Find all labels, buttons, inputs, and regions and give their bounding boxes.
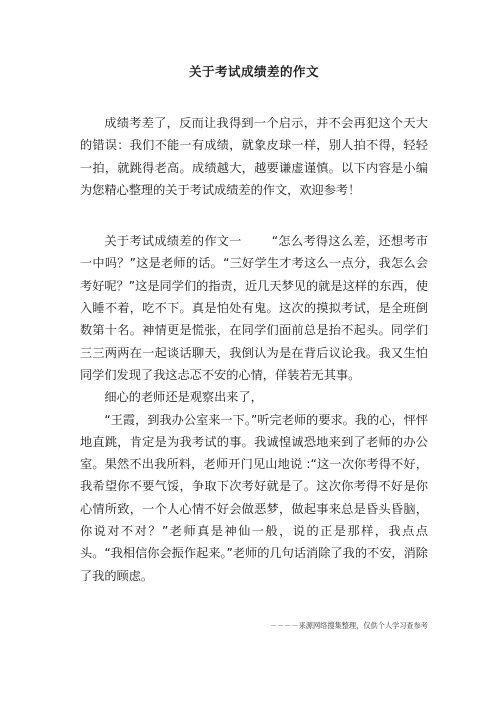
intro-paragraph: 成绩考差了，反而让我得到一个启示，并不会再犯这个天大的错误：我们不能一有成绩，就象皮球一样，别人拍不得，轻轻一拍，就跳得老高。成绩越大，越要谦虚谨慎。以下内容是小编为您精心整理的关于考试成绩差的作文，欢迎参考！ <box>80 116 428 197</box>
source-footer-note: －－－－来源网络搜集整理，仅供个人学习查参考 <box>269 621 428 630</box>
paragraph-text: “怎么考得这么差，还想考市一中吗？”这是老师的话。“三好学生才考这么一点分，我怎么会考好呢？”这是同学们的指责，近几天梦见的就是这样的东西，使入睡不着，吃不下。真是怕处有鬼。这次的摸拟考试，是全班倒数第十名。神情更是慌张，在同学们面前总是抬不起头。同学们三三两两在一起谈话聊天，我倒认为是在背后议论我。我又生怕同学们发现了我这忐忑不安的心情，佯装若无其事。 <box>80 234 428 382</box>
body-paragraph-3: “王霞，到我办公室来一下。”听完老师的要求。我的心，怦怦地直跳，肯定是为我考试的事。我诚惶诚恐地来到了老师的办公室。果然不出我所料，老师开门见山地说 :“这一次你考得不好，我希望你不要气馁，争取下次考好就是了。这次你考得不好是你心情所致，一个人心情不好会做恶梦，做起事来总是昏头昏脑，你说对不对？”老师真是神仙一般，说的正是那样，我点点头。“我相信你会振作起来。”老师的几句话消除了我的不安，消除了我的顾虑。 <box>80 412 428 583</box>
document-title: 关于考试成绩差的作文 <box>188 64 319 79</box>
body-paragraph-1 <box>80 230 428 386</box>
body-paragraph-2: 细心的老师还是观察出来了， <box>104 390 263 405</box>
section-heading: 关于考试成绩差的作文一 <box>104 234 242 249</box>
